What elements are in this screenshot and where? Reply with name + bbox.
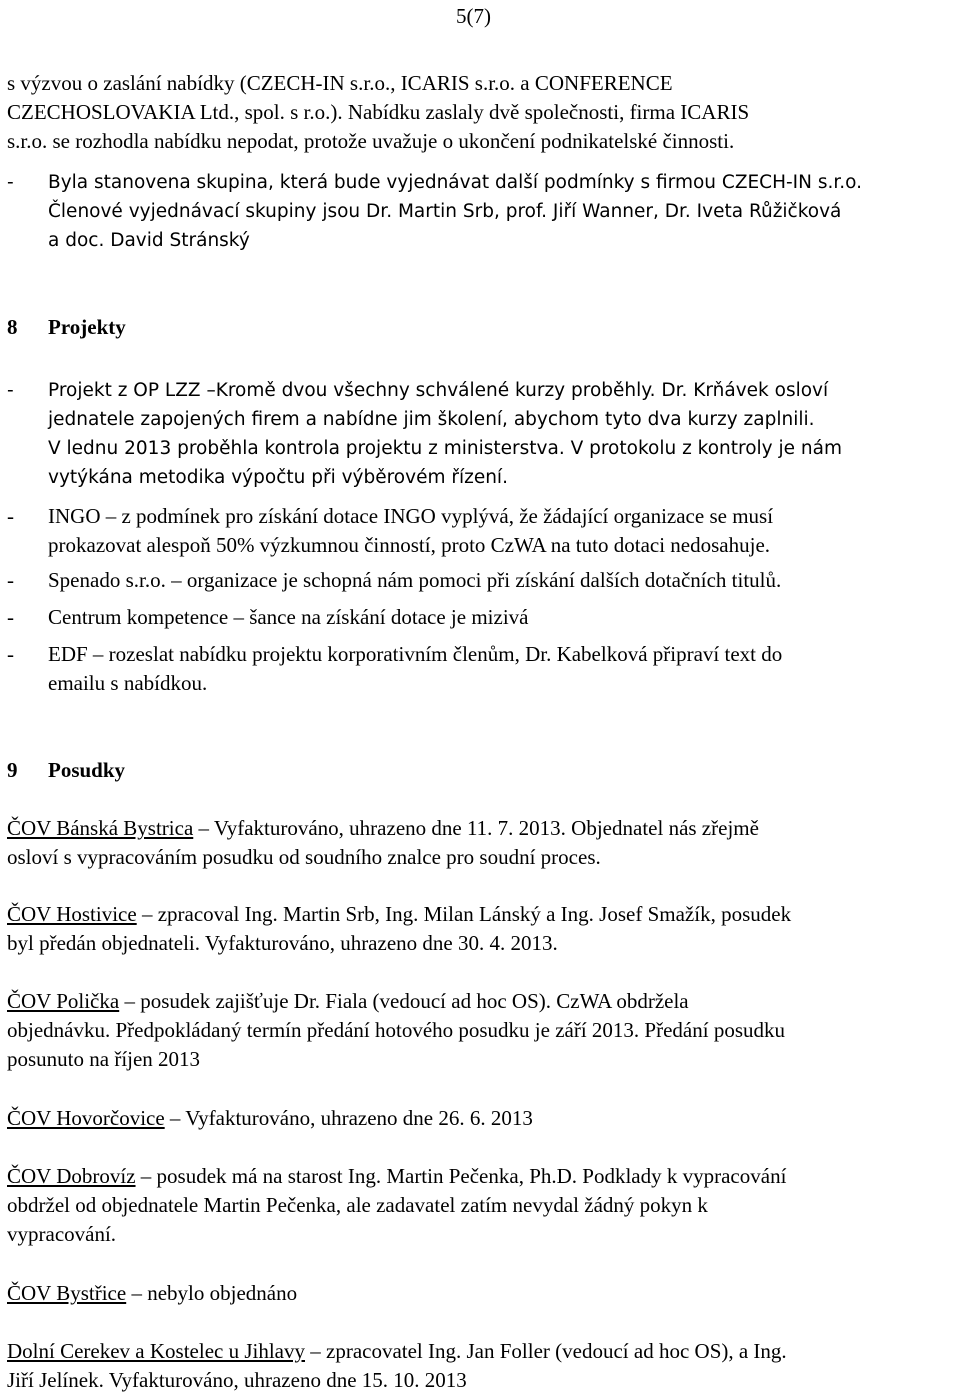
- list-item-line: Členové vyjednávací skupiny jsou Dr. Martin Srb, prof. Jiří Wanner, Dr. Iveta Růžičková: [48, 201, 842, 222]
- assessment-name: ČOV Dobrovíz: [7, 1164, 136, 1188]
- assessment-entry: [7, 814, 947, 872]
- assessment-entry: [7, 900, 947, 958]
- assessment-name: ČOV Hostivice: [7, 902, 137, 926]
- list-item-line: Byla stanovena skupina, která bude vyjednávat další podmínky s firmou CZECH-IN s.r.o.: [48, 172, 863, 193]
- assessment-text: – posudek zajišťuje Dr. Fiala (vedoucí ad hoc OS). CzWA obdržela: [119, 989, 689, 1013]
- section-title: Posudky: [48, 758, 126, 782]
- list-item: [7, 376, 947, 492]
- list-item: [7, 566, 947, 595]
- assessment-name: ČOV Bánská Bystrica: [7, 816, 194, 840]
- projects-list-continued: [7, 502, 947, 560]
- intro-line: CZECHOSLOVAKIA Ltd., spol. s r.o.). Nabídku zaslaly dvě společnosti, firma ICARIS: [7, 100, 750, 124]
- projects-list-spenado: [7, 566, 947, 595]
- assessment-entry: [7, 987, 947, 1074]
- intro-line: s výzvou o zaslání nabídky (CZECH-IN s.r.o., ICARIS s.r.o. a CONFERENCE: [7, 71, 673, 95]
- list-item: [7, 640, 947, 698]
- list-item-line: INGO – z podmínek pro získání dotace INGO vyplývá, že žádající organizace se musí: [48, 504, 774, 528]
- list-item-line: Spenado s.r.o. – organizace je schopná nám pomoci při získání dalších dotačních titulů.: [48, 568, 782, 592]
- list-item-line: a doc. David Stránský: [48, 230, 250, 251]
- section-number: 9: [7, 758, 18, 782]
- list-dash: -: [7, 642, 14, 666]
- list-item-line: prokazovat alespoň 50% výzkumnou činností, proto CzWA na tuto dotaci nedosahuje.: [48, 533, 771, 557]
- page-number: 5(7): [456, 4, 491, 28]
- projects-list: [7, 376, 947, 492]
- list-dash: -: [7, 504, 14, 528]
- list-item-line: EDF – rozeslat nabídku projektu korporativním členům, Dr. Kabelková připraví text do: [48, 642, 783, 666]
- list-item-line: Projekt z OP LZZ –Kromě dvou všechny schválené kurzy proběhly. Dr. Krňávek osloví: [48, 380, 829, 401]
- assessment-entry: [7, 1337, 947, 1395]
- assessment-text: obdržel od objednatele Martin Pečenka, ale zadavatel zatím nevydal žádný pokyn k: [7, 1193, 708, 1217]
- assessment-text: posunuto na říjen 2013: [7, 1047, 201, 1071]
- assessment-entry: [7, 1279, 947, 1308]
- assessment-text: – Vyfakturováno, uhrazeno dne 11. 7. 2013. Objednatel nás zřejmě: [193, 816, 759, 840]
- projects-list-edf: [7, 640, 947, 698]
- section-title: Projekty: [48, 315, 126, 339]
- assessment-text: Jiří Jelínek. Vyfakturováno, uhrazeno dne 15. 10. 2013: [7, 1368, 467, 1392]
- assessment-name: ČOV Bystřice: [7, 1281, 127, 1305]
- projects-list-centrum: [7, 603, 947, 632]
- assessment-text: vypracování.: [7, 1222, 117, 1246]
- assessment-text: – posudek má na starost Ing. Martin Pečenka, Ph.D. Podklady k vypracování: [135, 1164, 787, 1188]
- assessment-entry: [7, 1162, 947, 1249]
- list-dash: -: [7, 380, 14, 401]
- list-item: [7, 603, 947, 632]
- list-item-line: jednatele zapojených firem a nabídne jim školení, abychom tyto dva kurzy zaplnili.: [48, 409, 815, 430]
- assessment-entry: [7, 1104, 947, 1133]
- section-number: 8: [7, 315, 18, 339]
- assessment-text: byl předán objednateli. Vyfakturováno, uhrazeno dne 30. 4. 2013.: [7, 931, 558, 955]
- list-item-line: Centrum kompetence – šance na získání dotace je mizivá: [48, 605, 529, 629]
- assessment-text: – zpracovatel Ing. Jan Foller (vedoucí ad hoc OS), a Ing.: [305, 1339, 787, 1363]
- assessment-text: – nebylo objednáno: [126, 1281, 298, 1305]
- list-item-line: V lednu 2013 proběhla kontrola projektu z ministerstva. V protokolu z kontroly je nám: [48, 438, 842, 459]
- intro-list-item: [7, 168, 960, 255]
- assessment-text: osloví s vypracováním posudku od soudního znalce pro soudní proces.: [7, 845, 601, 869]
- list-item-line: vytýkána metodika výpočtu při výběrovém řízení.: [48, 467, 508, 488]
- intro-line: s.r.o. se rozhodla nabídku nepodat, protože uvažuje o ukončení podnikatelské činnosti.: [7, 129, 735, 153]
- list-item: [7, 502, 947, 560]
- assessment-text: – zpracoval Ing. Martin Srb, Ing. Milan Lánský a Ing. Josef Smažík, posudek: [136, 902, 792, 926]
- assessment-name: Dolní Cerekev a Kostelec u Jihlavy: [7, 1339, 305, 1363]
- list-dash: -: [7, 172, 14, 193]
- intro-paragraph: [7, 69, 947, 156]
- assessment-name: ČOV Hovorčovice: [7, 1106, 165, 1130]
- assessment-text: – Vyfakturováno, uhrazeno dne 26. 6. 2013: [164, 1106, 533, 1130]
- section-heading-posudky: [7, 756, 947, 785]
- list-item-line: emailu s nabídkou.: [48, 671, 208, 695]
- assessment-text: objednávku. Předpokládaný termín předání hotového posudku je září 2013. Předání posudku: [7, 1018, 786, 1042]
- section-heading-projekty: [7, 313, 947, 342]
- assessment-name: ČOV Polička: [7, 989, 120, 1013]
- list-dash: -: [7, 568, 14, 592]
- list-dash: -: [7, 605, 14, 629]
